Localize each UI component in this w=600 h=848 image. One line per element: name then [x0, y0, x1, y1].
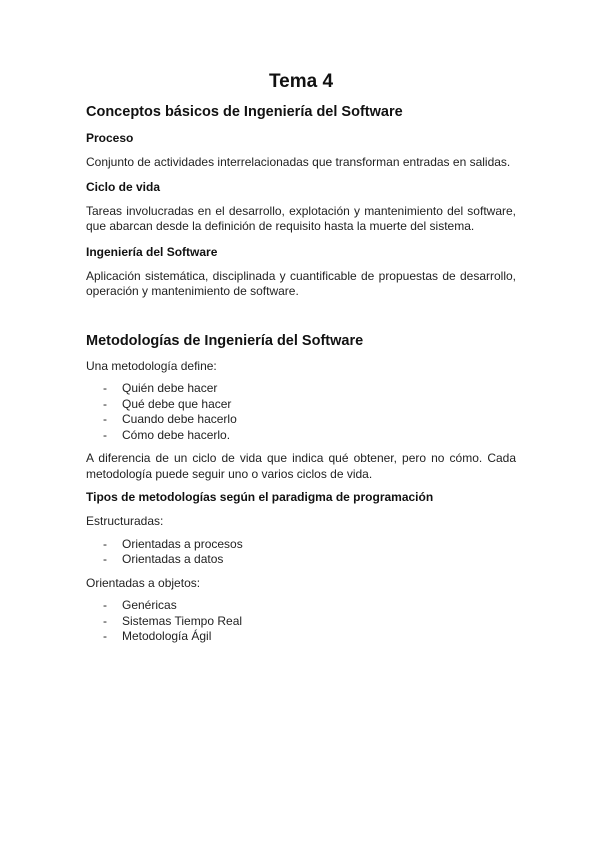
term-definition-proceso: Conjunto de actividades interrelacionadas que transforman entradas en salidas. [86, 155, 511, 169]
term-heading-proceso: Proceso [86, 131, 134, 145]
list-item: - Metodología Ágil [103, 629, 212, 643]
term-definition-ingenieria-software: Aplicación sistemática, disciplinada y cuantificable de propuestas de desarrollo, operación y mantenimiento de software. [86, 268, 516, 298]
term-heading-ingenieria-software: Ingeniería del Software [86, 244, 218, 259]
estructuradas-list [86, 537, 516, 568]
tipos-subheading: Tipos de metodologías según el paradigma de programación [86, 490, 434, 504]
list-item: - Sistemas Tiempo Real [103, 613, 243, 628]
estructuradas-label: Estructuradas: [86, 514, 164, 528]
list-item: - Genéricas [103, 598, 177, 612]
orientadas-objetos-label: Orientadas a objetos: [86, 575, 201, 590]
orientadas-objetos-list [86, 598, 516, 645]
term-definition-ciclo-de-vida: Tareas involucradas en el desarrollo, explotación y mantenimiento del software, que abarcan desde la definición de requisito hasta la muerte del sistema. [86, 203, 516, 233]
list-item: - Cuando debe hacerlo [103, 412, 237, 426]
section-heading-metodologias: Metodologías de Ingeniería del Software [86, 332, 364, 349]
defines-list [86, 381, 516, 443]
term-heading-ciclo-de-vida: Ciclo de vida [86, 179, 161, 194]
list-item: - Orientadas a datos [103, 552, 224, 566]
list-item: - Qué debe que hacer [103, 396, 232, 411]
list-item: - Cómo debe hacerlo. [103, 427, 231, 442]
list-item: - Orientadas a procesos [103, 536, 243, 551]
page-title: Tema 4 [268, 71, 334, 92]
metodologia-paragraph: A diferencia de un ciclo de vida que indica qué obtener, pero no cómo. Cada metodología puede seguir uno o varios ciclos de vida. [86, 451, 516, 481]
section-heading-conceptos: Conceptos básicos de Ingeniería del Software [86, 104, 403, 120]
document-content [86, 70, 516, 645]
metodologia-intro: Una metodología define: [86, 358, 217, 373]
list-item: - Quién debe hacer [103, 381, 218, 395]
